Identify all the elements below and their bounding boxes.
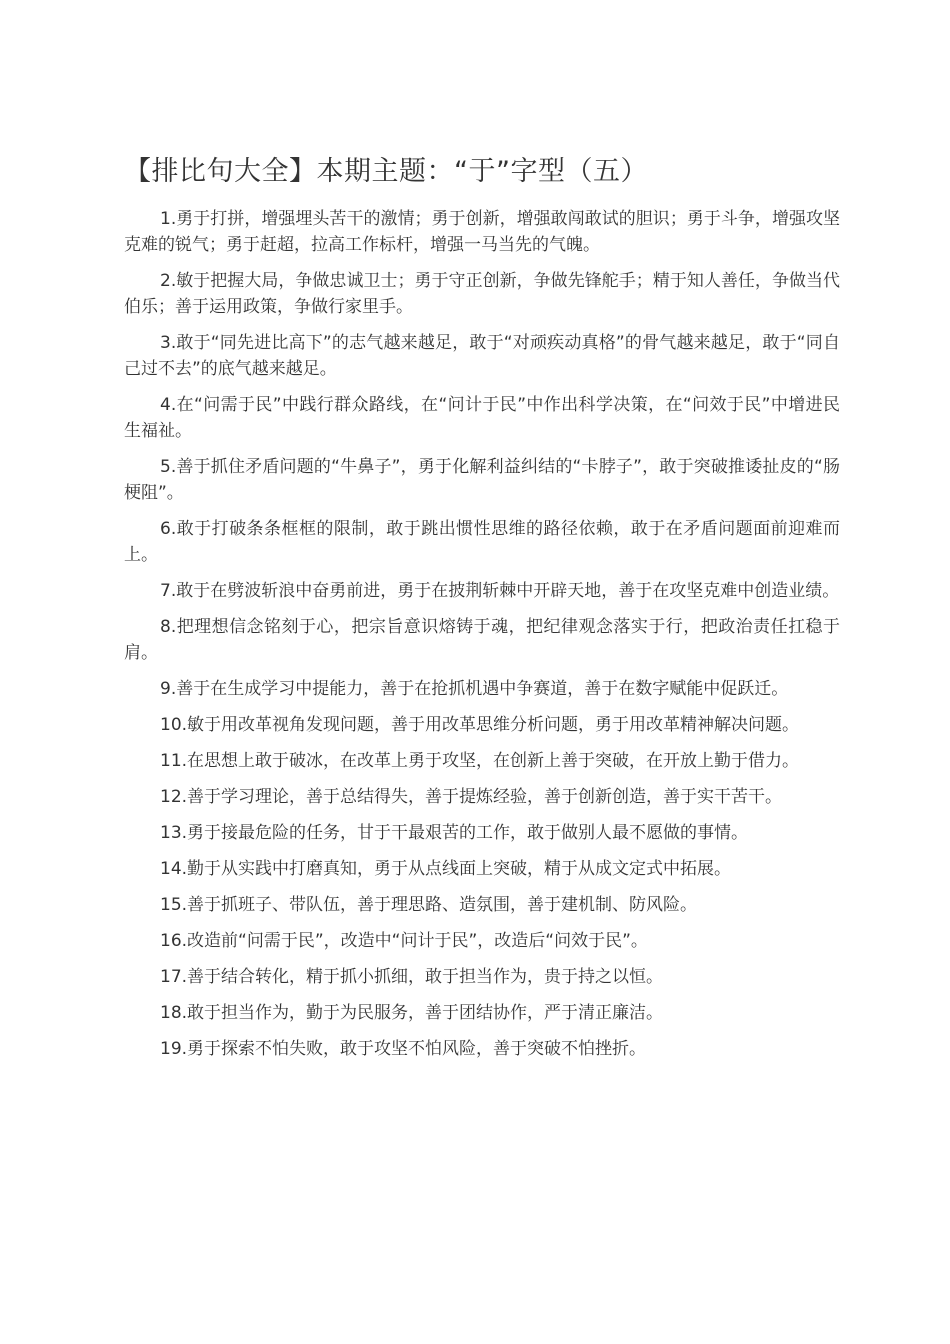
document-body — [124, 206, 840, 1072]
paragraph-6: 6.敢于打破条条框框的限制，敢于跳出惯性思维的路径依赖，敢于在矛盾问题面前迎难而上。 — [124, 519, 840, 565]
paragraph-8: 8.把理想信念铭刻于心，把宗旨意识熔铸于魂，把纪律观念落实于行，把政治责任扛稳于肩。 — [124, 617, 840, 663]
paragraph-11: 11.在思想上敢于破冰，在改革上勇于攻坚，在创新上善于突破，在开放上勤于借力。 — [160, 751, 800, 771]
paragraph-14: 14.勤于从实践中打磨真知，勇于从点线面上突破，精于从成文定式中拓展。 — [160, 859, 732, 879]
paragraph-3: 3.敢于“同先进比高下”的志气越来越足，敢于“对顽疾动真格”的骨气越来越足，敢于“同自己过不去”的底气越来越足。 — [124, 333, 840, 379]
paragraph-4: 4.在“问需于民”中践行群众路线，在“问计于民”中作出科学决策，在“问效于民”中增进民生福祉。 — [124, 395, 840, 441]
paragraph-15: 15.善于抓班子、带队伍，善于理思路、造氛围，善于建机制、防风险。 — [160, 895, 698, 915]
paragraph-17: 17.善于结合转化，精于抓小抓细，敢于担当作为，贵于持之以恒。 — [160, 967, 664, 987]
paragraph-5: 5.善于抓住矛盾问题的“牛鼻子”，勇于化解利益纠结的“卡脖子”，敢于突破推诿扯皮的“肠梗阻”。 — [124, 457, 840, 503]
paragraph-19: 19.勇于探索不怕失败，敢于攻坚不怕风险，善于突破不怕挫折。 — [160, 1039, 647, 1059]
paragraph-2: 2.敏于把握大局，争做忠诚卫士；勇于守正创新，争做先锋舵手；精于知人善任，争做当代伯乐；善于运用政策，争做行家里手。 — [124, 271, 840, 317]
paragraph-10: 10.敏于用改革视角发现问题，善于用改革思维分析问题，勇于用改革精神解决问题。 — [160, 715, 800, 735]
document-title: 【排比句大全】本期主题：“于”字型（五） — [124, 156, 648, 187]
paragraph-16: 16.改造前“问需于民”，改造中“问计于民”，改造后“问效于民”。 — [160, 931, 648, 951]
paragraph-18: 18.敢于担当作为，勤于为民服务，善于团结协作，严于清正廉洁。 — [160, 1003, 664, 1023]
paragraph-9: 9.善于在生成学习中提能力，善于在抢抓机遇中争赛道，善于在数字赋能中促跃迁。 — [160, 679, 789, 699]
paragraph-13: 13.勇于接最危险的任务，甘于干最艰苦的工作，敢于做别人最不愿做的事情。 — [160, 823, 749, 843]
paragraph-7: 7.敢于在劈波斩浪中奋勇前进，勇于在披荆斩棘中开辟天地，善于在攻坚克难中创造业绩。 — [160, 581, 840, 601]
paragraph-12: 12.善于学习理论，善于总结得失，善于提炼经验，善于创新创造，善于实干苦干。 — [160, 787, 783, 807]
paragraph-1: 1.勇于打拼，增强埋头苦干的激情；勇于创新，增强敢闯敢试的胆识；勇于斗争，增强攻坚克难的锐气；勇于赶超，拉高工作标杆，增强一马当先的气魄。 — [124, 209, 840, 255]
